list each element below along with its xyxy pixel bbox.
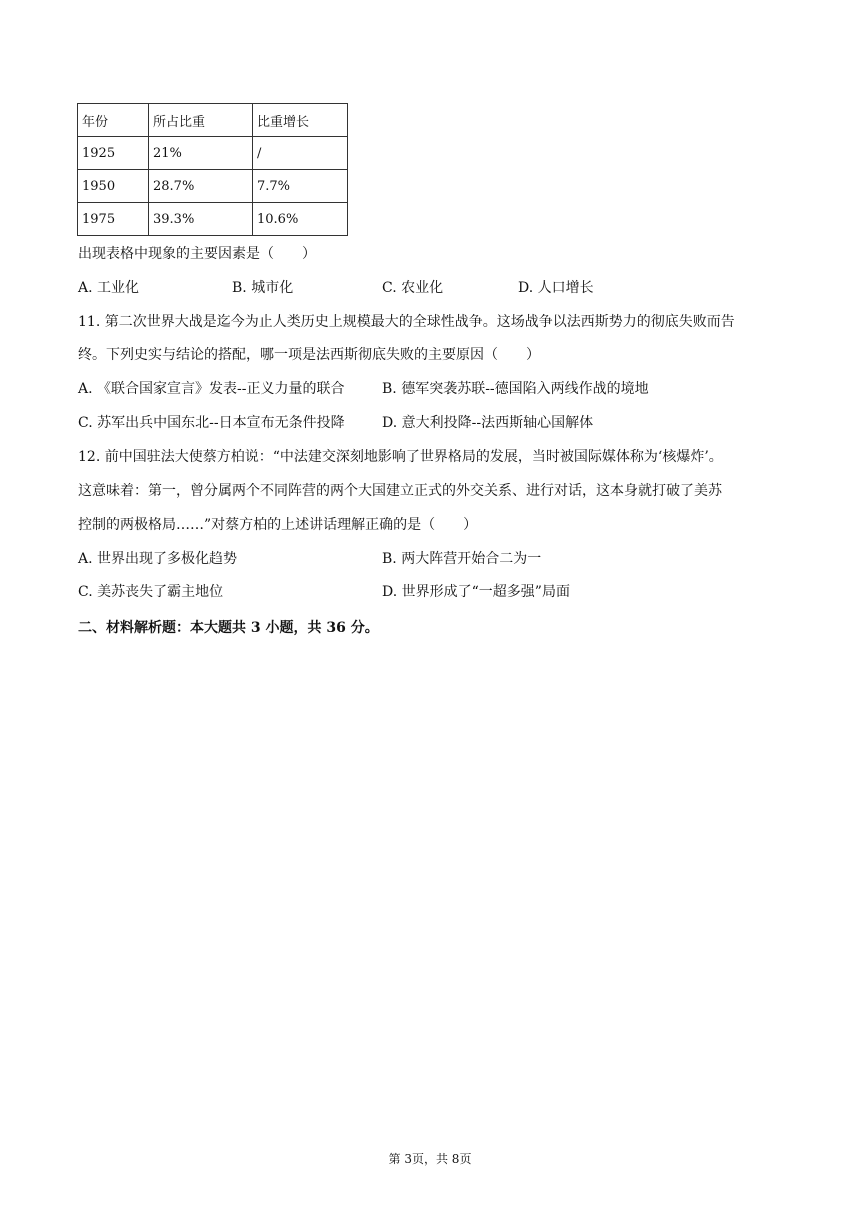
question-12-stem-line-1: 12. 前中国驻法大使蔡方柏说：“中法建交深刻地影响了世界格局的发展，当时被国际媒体称为‘核爆炸’。	[78, 449, 723, 465]
table-cell: 10.6%	[253, 203, 348, 236]
table-header-row	[78, 104, 348, 137]
table-cell: 39.3%	[149, 203, 253, 236]
question-11-option-c: C. 苏军出兵中国东北--日本宣布无条件投降	[78, 415, 345, 431]
question-12-option-d: D. 世界形成了“一超多强”局面	[382, 584, 570, 600]
question-12-stem-line-2: 这意味着：第一，曾分属两个不同阵营的两个大国建立正式的外交关系、进行对话，这本身就打破了美苏	[78, 483, 722, 499]
question-10-option-b: B. 城市化	[232, 280, 294, 296]
table-row	[78, 203, 348, 236]
table-cell: 1925	[78, 137, 149, 170]
table-cell: 21%	[149, 137, 253, 170]
question-11-option-d: D. 意大利投降--法西斯轴心国解体	[382, 415, 594, 431]
page-footer: 第 3页，共 8页	[388, 1152, 472, 1166]
question-11-stem-line-2: 终。下列史实与结论的搭配，哪一项是法西斯彻底失败的主要原因（ ）	[78, 347, 540, 363]
table-row	[78, 170, 348, 203]
question-10-option-a: A. 工业化	[78, 280, 140, 296]
table-cell: /	[253, 137, 348, 170]
question-11-option-a: A. 《联合国家宣言》发表--正义力量的联合	[78, 381, 345, 397]
table-row	[78, 137, 348, 170]
table-header-cell: 所占比重	[149, 104, 253, 137]
section-heading: 二、材料解析题：本大题共 3 小题，共 36 分。	[78, 620, 379, 636]
data-table	[77, 103, 348, 236]
table-cell: 7.7%	[253, 170, 348, 203]
question-12-option-a: A. 世界出现了多极化趋势	[78, 551, 238, 567]
question-11-option-b: B. 德军突袭苏联--德国陷入两线作战的境地	[382, 381, 649, 397]
question-12-stem-line-3: 控制的两极格局……”对蔡方柏的上述讲话理解正确的是（ ）	[78, 517, 478, 533]
question-10-stem: 出现表格中现象的主要因素是（ ）	[78, 246, 316, 262]
table-cell: 1950	[78, 170, 149, 203]
table-cell: 28.7%	[149, 170, 253, 203]
table-header-cell: 年份	[78, 104, 149, 137]
question-12-option-b: B. 两大阵营开始合二为一	[382, 551, 542, 567]
table-cell: 1975	[78, 203, 149, 236]
question-10-option-c: C. 农业化	[382, 280, 444, 296]
question-10-option-d: D. 人口增长	[518, 280, 594, 296]
question-12-option-c: C. 美苏丧失了霸主地位	[78, 584, 224, 600]
table-header-cell: 比重增长	[253, 104, 348, 137]
question-11-stem-line-1: 11. 第二次世界大战是迄今为止人类历史上规模最大的全球性战争。这场战争以法西斯势力的彻底失败而告	[78, 314, 735, 330]
